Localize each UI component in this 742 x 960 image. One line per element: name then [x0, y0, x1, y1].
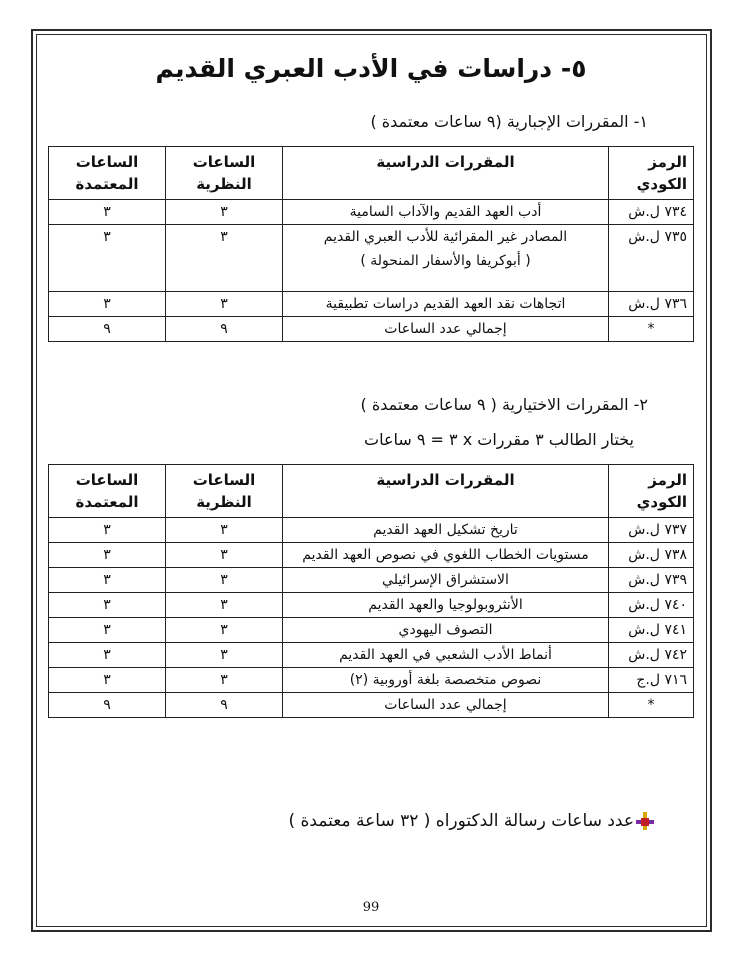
col-header-code: الرمز الكودي	[609, 147, 694, 200]
cell-course: الاستشراق الإسرائيلي	[283, 568, 609, 593]
col-header-course: المقررات الدراسية	[283, 465, 609, 518]
section1-heading: ١- المقررات الإجبارية (٩ ساعات معتمدة )	[370, 112, 648, 131]
cell-code: ٧٣٤ ل.ش	[609, 200, 694, 225]
cell-code: *	[609, 693, 694, 718]
page-number: 99	[362, 900, 380, 915]
cell-credit: ٣	[49, 668, 166, 693]
document-body	[48, 40, 694, 915]
table-row	[49, 668, 694, 693]
table-total-row	[49, 317, 694, 342]
col-header-code: الرمز الكودي	[609, 465, 694, 518]
cell-credit: ٣	[49, 593, 166, 618]
cell-credit: ٩	[49, 693, 166, 718]
cell-credit: ٣	[49, 643, 166, 668]
col-header-course: المقررات الدراسية	[283, 147, 609, 200]
table-row	[49, 568, 694, 593]
cell-credit: ٣	[49, 200, 166, 225]
cell-course: التصوف اليهودي	[283, 618, 609, 643]
cell-theory: ٣	[166, 593, 283, 618]
cell-code: ٧٣٩ ل.ش	[609, 568, 694, 593]
cell-code: ٧٣٥ ل.ش	[609, 225, 694, 292]
table-row	[49, 593, 694, 618]
cell-course: نصوص متخصصة بلغة أوروبية (٢)	[283, 668, 609, 693]
table-row	[49, 543, 694, 568]
cell-theory: ٩	[166, 317, 283, 342]
cell-course: أنماط الأدب الشعبي في العهد القديم	[283, 643, 609, 668]
table-row	[49, 643, 694, 668]
cell-credit: ٣	[49, 543, 166, 568]
cell-course: أدب العهد القديم والآداب السامية	[283, 200, 609, 225]
star-bullet-icon	[636, 812, 654, 830]
cell-theory: ٣	[166, 292, 283, 317]
col-header-theory: الساعات النظرية	[166, 147, 283, 200]
section2-note: يختار الطالب ٣ مقررات x ٣ = ٩ ساعات	[364, 430, 634, 449]
cell-theory: ٣	[166, 543, 283, 568]
table-row	[49, 292, 694, 317]
dissertation-hours-note	[288, 811, 654, 831]
cell-course: الأنثروبولوجيا والعهد القديم	[283, 593, 609, 618]
cell-course: إجمالي عدد الساعات	[283, 317, 609, 342]
col-header-theory: الساعات النظرية	[166, 465, 283, 518]
table-header-row	[49, 465, 694, 518]
cell-code: ٧٣٦ ل.ش	[609, 292, 694, 317]
cell-code: ٧٤١ ل.ش	[609, 618, 694, 643]
cell-theory: ٣	[166, 225, 283, 292]
table-row	[49, 618, 694, 643]
page-title: ٥- دراسات في الأدب العبري القديم	[155, 54, 587, 83]
cell-code: ٧٤٠ ل.ش	[609, 593, 694, 618]
table-total-row	[49, 693, 694, 718]
cell-theory: ٣	[166, 568, 283, 593]
cell-code: ٧٣٧ ل.ش	[609, 518, 694, 543]
cell-course	[283, 225, 609, 292]
cell-course: تاريخ تشكيل العهد القديم	[283, 518, 609, 543]
cell-course: اتجاهات نقد العهد القديم دراسات تطبيقية	[283, 292, 609, 317]
cell-credit: ٣	[49, 568, 166, 593]
cell-theory: ٩	[166, 693, 283, 718]
section2-heading: ٢- المقررات الاختيارية ( ٩ ساعات معتمدة )	[360, 395, 648, 414]
cell-credit: ٣	[49, 618, 166, 643]
dissertation-hours-text: عدد ساعات رسالة الدكتوراه ( ٣٢ ساعة معتمدة )	[288, 811, 634, 831]
col-header-credit: الساعات المعتمدة	[49, 147, 166, 200]
cell-course: إجمالي عدد الساعات	[283, 693, 609, 718]
cell-course-line1: المصادر غير المقرائية للأدب العبري القديم	[323, 229, 568, 245]
cell-theory: ٣	[166, 618, 283, 643]
cell-credit: ٩	[49, 317, 166, 342]
cell-theory: ٣	[166, 518, 283, 543]
cell-theory: ٣	[166, 643, 283, 668]
cell-code: ٧١٦ ل.ج	[609, 668, 694, 693]
cell-theory: ٣	[166, 668, 283, 693]
cell-code: ٧٤٢ ل.ش	[609, 643, 694, 668]
cell-credit: ٣	[49, 292, 166, 317]
mandatory-courses-table	[48, 146, 694, 342]
table-row	[49, 225, 694, 292]
cell-course-line2: ( أبوكريفا والأسفار المنحولة )	[360, 253, 531, 269]
table-row	[49, 200, 694, 225]
cell-course: مستويات الخطاب اللغوي في نصوص العهد القديم	[283, 543, 609, 568]
cell-credit: ٣	[49, 518, 166, 543]
col-header-credit: الساعات المعتمدة	[49, 465, 166, 518]
table-header-row	[49, 147, 694, 200]
cell-code: *	[609, 317, 694, 342]
table-row	[49, 518, 694, 543]
elective-courses-table	[48, 464, 694, 718]
cell-credit: ٣	[49, 225, 166, 292]
cell-theory: ٣	[166, 200, 283, 225]
cell-code: ٧٣٨ ل.ش	[609, 543, 694, 568]
